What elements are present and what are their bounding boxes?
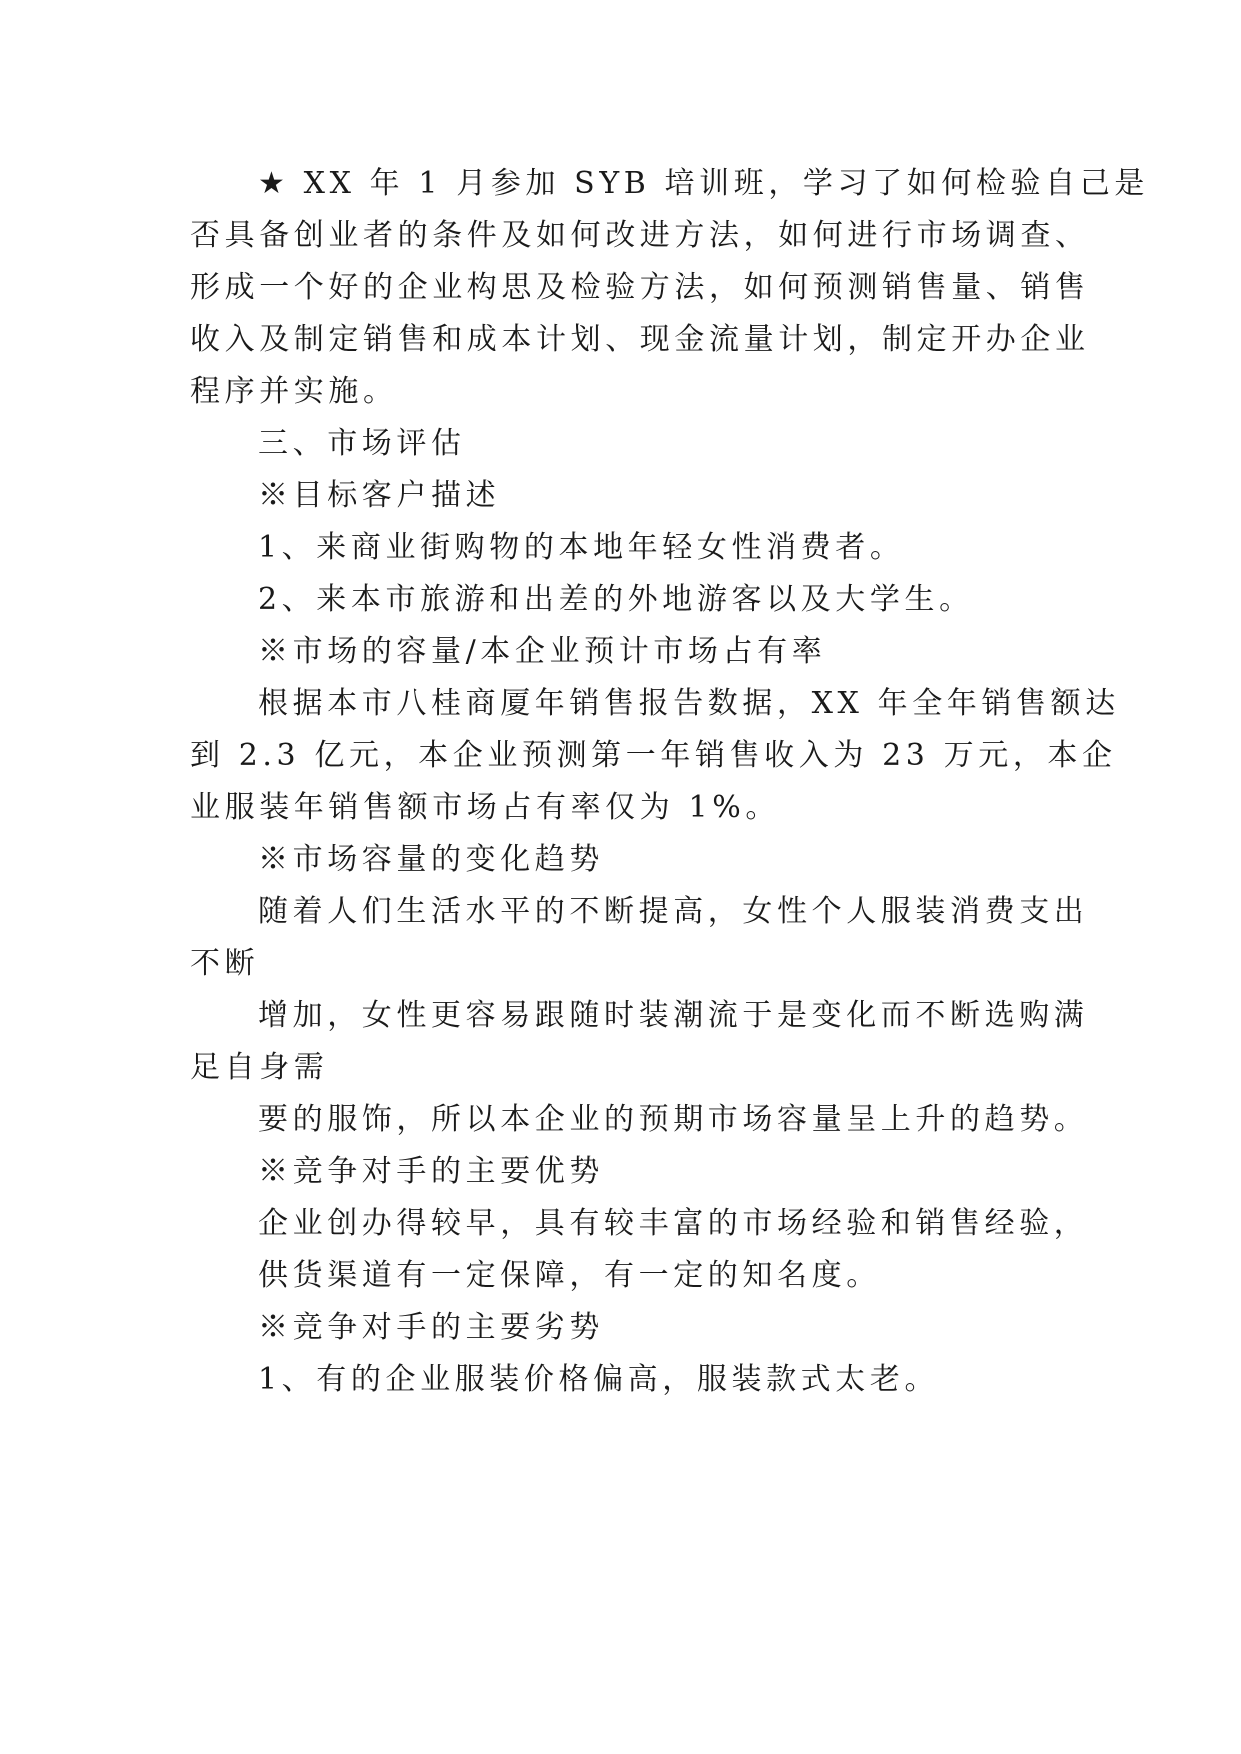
subsection-heading: ※市场的容量/本企业预计市场占有率 [258, 634, 827, 669]
text-line: 程序并实施。 [190, 374, 398, 409]
text-line: 到 2.3 亿元，本企业预测第一年销售收入为 23 万元，本企 [190, 738, 1117, 773]
text-line: 要的服饰，所以本企业的预期市场容量呈上升的趋势。 [258, 1102, 1089, 1137]
subsection-heading: ※竞争对手的主要劣势 [258, 1310, 604, 1345]
text-line: 否具备创业者的条件及如何改进方法，如何进行市场调查、 [190, 218, 1090, 253]
subsection-heading: ※市场容量的变化趋势 [258, 842, 604, 877]
text-line: 不断 [190, 946, 260, 981]
text-line: 供货渠道有一定保障，有一定的知名度。 [258, 1258, 881, 1293]
text-line: 增加，女性更容易跟随时装潮流于是变化而不断选购满 [258, 998, 1089, 1033]
subsection-heading: ※竞争对手的主要优势 [258, 1154, 604, 1189]
text-line: ★ XX 年 1 月参加 SYB 培训班，学习了如何检验自己是 [258, 166, 1149, 201]
text-line: 业服装年销售额市场占有率仅为 1%。 [190, 790, 780, 825]
list-item: 2、来本市旅游和出差的外地游客以及大学生。 [258, 582, 974, 617]
subsection-heading: ※目标客户描述 [258, 478, 501, 513]
text-line: 企业创办得较早，具有较丰富的市场经验和销售经验， [258, 1206, 1089, 1241]
text-line: 随着人们生活水平的不断提高，女性个人服装消费支出 [258, 894, 1089, 929]
text-line: 足自身需 [190, 1050, 329, 1085]
text-line: 收入及制定销售和成本计划、现金流量计划，制定开办企业 [190, 322, 1090, 357]
section-heading: 三、市场评估 [258, 426, 466, 461]
text-line: 根据本市八桂商厦年销售报告数据，XX 年全年销售额达 [258, 686, 1120, 721]
list-item: 1、来商业街购物的本地年轻女性消费者。 [258, 530, 905, 565]
text-line: 形成一个好的企业构思及检验方法，如何预测销售量、销售 [190, 270, 1090, 305]
list-item: 1、有的企业服装价格偏高，服装款式太老。 [258, 1362, 940, 1397]
